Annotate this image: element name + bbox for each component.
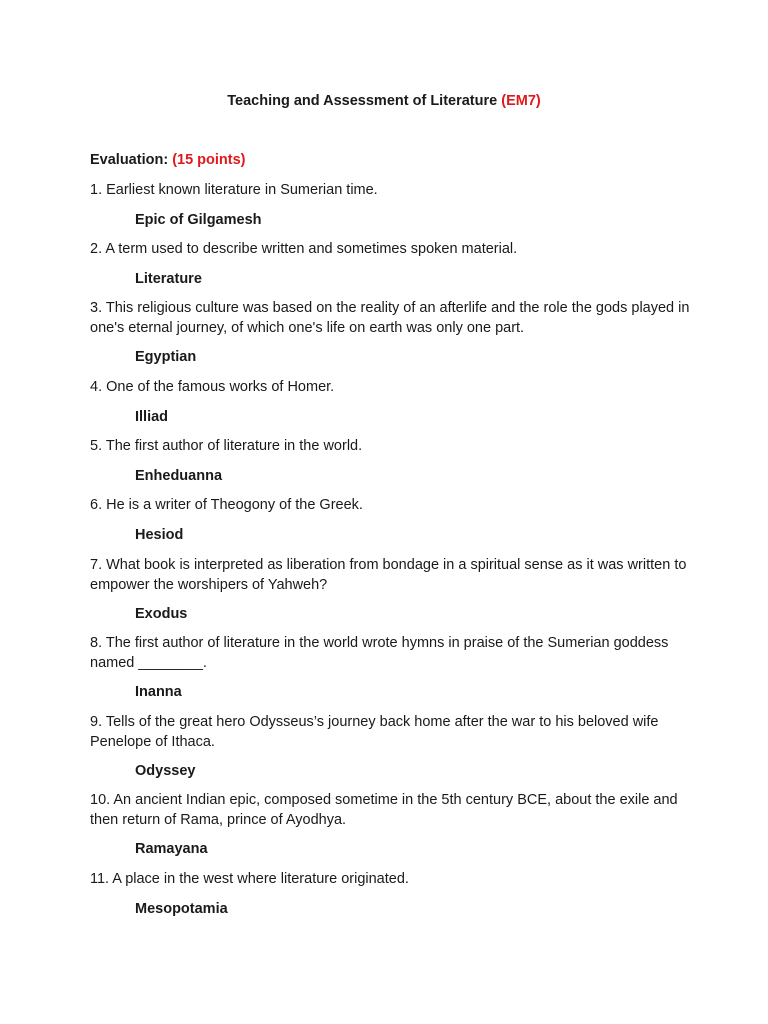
qa-item-2 [90,240,690,287]
answer-text: Egyptian [135,349,197,365]
answer-text: Illiad [135,408,169,425]
question-text: 1. Earliest known literature in Sumerian time. [90,182,378,198]
evaluation-points: (15 points) [172,152,246,168]
answer-text: Exodus [135,606,188,622]
title-text: Teaching and Assessment of Literature [227,93,502,109]
question-text: 8. The first author of literature in the world wrote hymns in praise of the Sumerian goddess named ________. [90,635,669,671]
qa-item-4 [90,378,690,425]
question-text: 3. This religious culture was based on the reality of an afterlife and the role the gods played in one's eternal journey, of which one's life on earth was only one part. [90,300,690,336]
answer-text: Enheduanna [135,467,223,484]
qa-item-1 [90,181,690,228]
qa-item-5 [90,437,690,484]
qa-item-8 [90,634,690,700]
question-text: 7. What book is interpreted as liberation from bondage in a spiritual sense as it was written to empower the worshipers of Yahweh? [90,557,687,593]
course-code: (EM7) [501,93,541,109]
qa-item-7 [90,556,690,622]
question-text: 4. One of the famous works of Homer. [90,379,335,395]
answer-text: Epic of Gilgamesh [135,211,262,228]
answer-text: Mesopotamia [135,900,228,917]
answer-text: Ramayana [135,841,208,857]
question-text: 5. The first author of literature in the world. [90,438,363,454]
evaluation-heading [90,152,246,168]
question-text: 9. Tells of the great hero Odysseus’s journey back home after the war to his beloved wife Penelope of Ithaca. [90,714,659,750]
answer-text: Inanna [135,684,182,700]
qa-item-3 [90,299,690,365]
question-text: 2. A term used to describe written and sometimes spoken material. [90,241,518,257]
qa-item-6 [90,496,690,543]
question-text: 11. A place in the west where literature originated. [90,871,409,887]
answer-text: Hesiod [135,526,184,543]
answer-text: Literature [135,270,202,287]
answer-text: Odyssey [135,763,196,779]
page-title [0,93,768,109]
qa-item-10 [90,791,690,857]
question-text: 10. An ancient Indian epic, composed sometime in the 5th century BCE, about the exile and then return of Rama, prince of Ayodhya. [90,792,678,828]
evaluation-label: Evaluation: [90,152,173,168]
question-text: 6. He is a writer of Theogony of the Greek. [90,497,363,513]
qa-item-11 [90,870,690,917]
qa-item-9 [90,713,690,779]
